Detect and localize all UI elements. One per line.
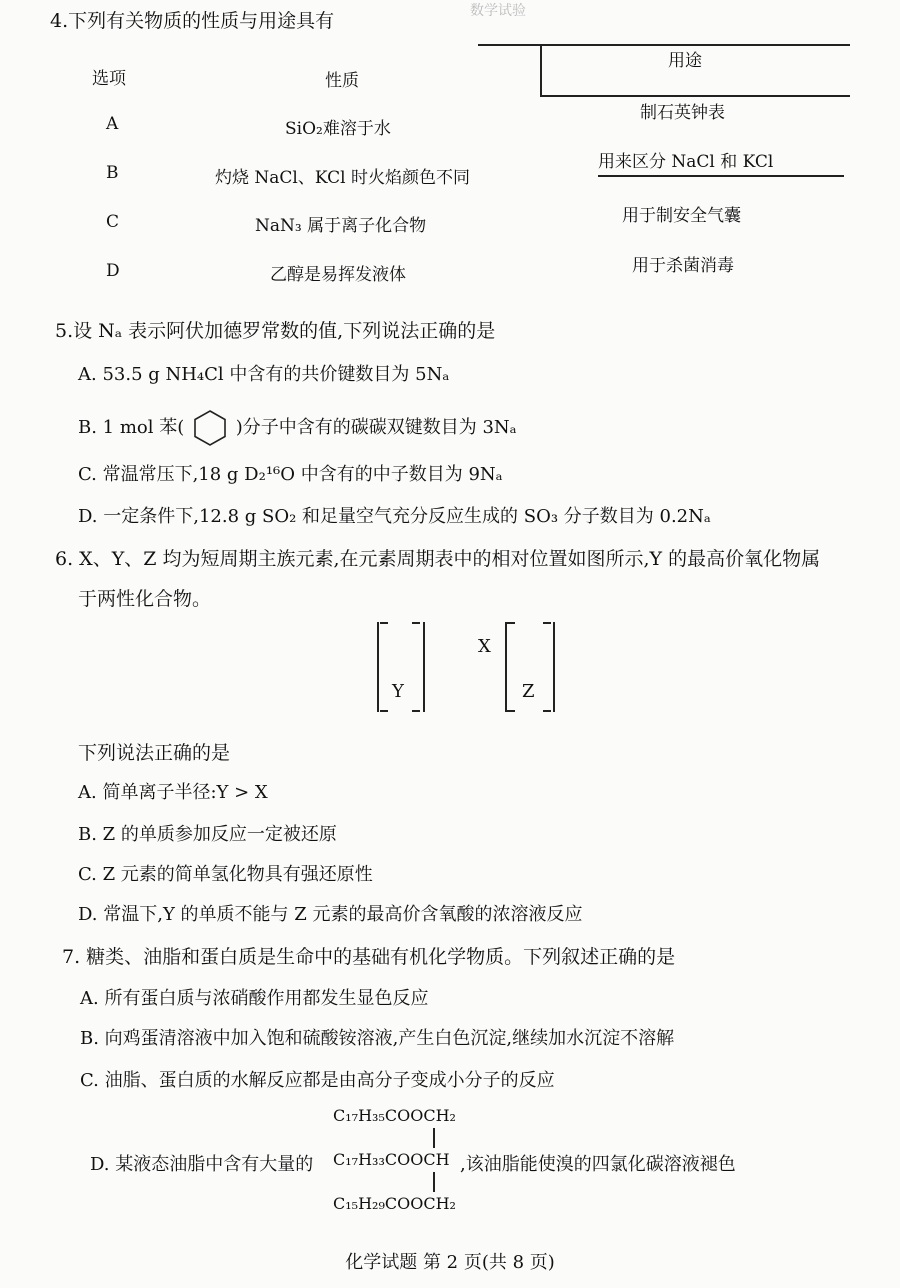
col-property-header: 性质 (325, 71, 359, 91)
row-c-property: NaN₃ 属于离子化合物 (255, 216, 427, 236)
row-c-option: C (106, 212, 120, 232)
row-d-property: 乙醇是易挥发液体 (270, 265, 406, 285)
table-header-rule (540, 95, 850, 97)
ester-line3: C₁₅H₂₉COOCH₂ (333, 1194, 456, 1213)
table-row-rule (598, 175, 844, 177)
q6-option-c: C. Z 元素的简单氢化物具有强还原性 (78, 864, 373, 885)
q7-option-d-post: ,该油脂能使溴的四氯化碳溶液褪色 (460, 1154, 736, 1175)
table-col-rule (540, 44, 542, 96)
q7-stem: 7. 糖类、油脂和蛋白质是生命中的基础有机化学物质。下列叙述正确的是 (62, 946, 676, 968)
q5-option-b (78, 408, 517, 448)
row-a-property: SiO₂难溶于水 (285, 119, 391, 139)
q6-prompt: 下列说法正确的是 (78, 742, 231, 764)
element-x-label: X (478, 636, 491, 657)
q5-option-a: A. 53.5 g NH₄Cl 中含有的共价键数目为 5Nₐ (78, 364, 450, 385)
benzene-ring-icon (190, 408, 230, 448)
row-d-option: D (106, 261, 120, 281)
element-y-label: Y (392, 681, 404, 702)
row-b-option: B (106, 163, 119, 183)
q7-option-a: A. 所有蛋白质与浓硝酸作用都发生显色反应 (80, 988, 429, 1009)
q5-stem: 5.设 Nₐ 表示阿伏加德罗常数的值,下列说法正确的是 (55, 320, 496, 342)
q7-option-b: B. 向鸡蛋清溶液中加入饱和硫酸铵溶液,产生白色沉淀,继续加水沉淀不溶解 (80, 1028, 675, 1049)
ester-line2: C₁₇H₃₃COOCH (333, 1150, 450, 1169)
q5-option-c: C. 常温常压下,18 g D₂¹⁶O 中含有的中子数目为 9Nₐ (78, 464, 503, 485)
element-z-label: Z (522, 681, 535, 702)
ester-bond-lower (433, 1172, 435, 1192)
q5-option-b-pre: B. 1 mol 苯( (78, 417, 185, 438)
row-b-use: 用来区分 NaCl 和 KCl (598, 152, 774, 172)
q6-option-d: D. 常温下,Y 的单质不能与 Z 元素的最高价含氧酸的浓溶液反应 (78, 904, 583, 925)
ester-line1: C₁₇H₃₅COOCH₂ (333, 1106, 456, 1125)
q6-stem-line2: 于两性化合物。 (78, 588, 212, 610)
ester-bond-upper (433, 1128, 435, 1148)
q7-option-c: C. 油脂、蛋白质的水解反应都是由高分子变成小分子的反应 (80, 1070, 555, 1091)
q4-stem: 4.下列有关物质的性质与用途具有 (50, 10, 335, 32)
q6-option-a: A. 简单离子半径:Y > X (78, 782, 268, 803)
q5-option-b-post: )分子中含有的碳碳双键数目为 3Nₐ (235, 417, 517, 438)
table-top-rule (478, 44, 850, 46)
page-footer: 化学试题 第 2 页(共 8 页) (345, 1252, 555, 1273)
bleed-through-text: 数学试验 (470, 3, 526, 19)
q6-stem-line1: 6. X、Y、Z 均为短周期主族元素,在元素周期表中的相对位置如图所示,Y 的最高价氧化物属 (55, 548, 821, 570)
row-a-option: A (106, 114, 119, 134)
row-b-property: 灼烧 NaCl、KCl 时火焰颜色不同 (215, 168, 470, 188)
row-c-use: 用于制安全气囊 (622, 206, 741, 226)
q5-option-d: D. 一定条件下,12.8 g SO₂ 和足量空气充分反应生成的 SO₃ 分子数目为 0.2Nₐ (78, 506, 711, 527)
col-use-header: 用途 (668, 51, 702, 71)
row-a-use: 制石英钟表 (640, 103, 725, 123)
col-option-header: 选项 (92, 69, 126, 89)
q6-option-b: B. Z 的单质参加反应一定被还原 (78, 824, 337, 845)
row-d-use: 用于杀菌消毒 (632, 256, 734, 276)
q7-option-d-pre: D. 某液态油脂中含有大量的 (90, 1154, 314, 1175)
